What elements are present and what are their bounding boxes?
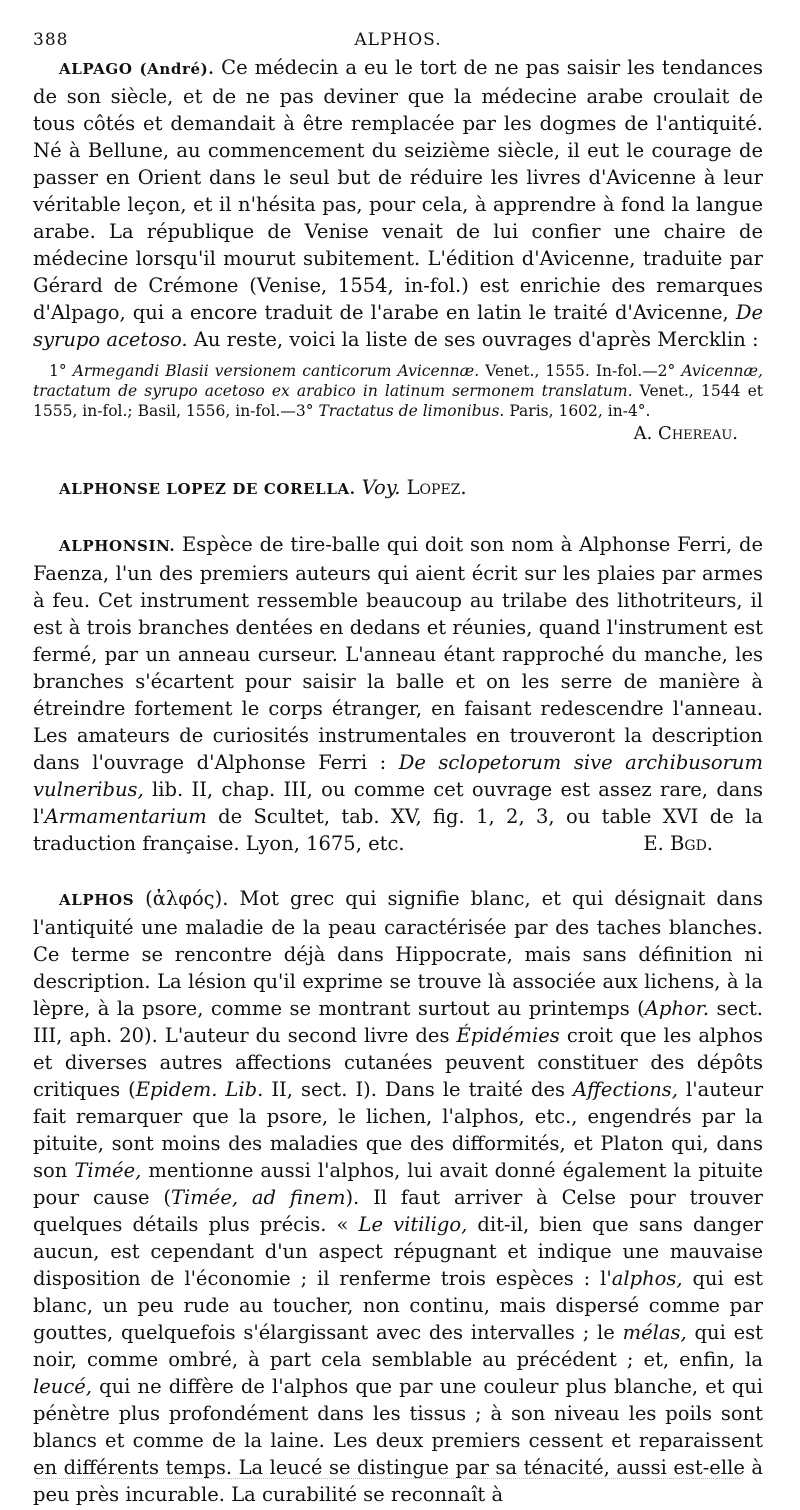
entry-text: l'auteur fait remarquer que la psore, le lichen, l'alphos, etc., engendrés par la pituite, sont moins des maladies que des difformités, et Platon qui, dans son — [33, 1078, 764, 1182]
bibliography-alpago — [33, 361, 763, 421]
bib-title: Avicennæ, tractatum de syrupo acetoso ex arabico in latinum sermonem translatum. — [33, 362, 763, 400]
work-title: Aphor. — [644, 997, 710, 1020]
bib-number: 1° — [49, 362, 67, 380]
bib-number: 3° — [295, 402, 314, 420]
signature-alpago: A. Chereau. — [633, 423, 738, 444]
headword-alpago: ALPAGO — [59, 60, 133, 78]
bib-title: Armegandi Blasii versionem canticorum Avicennæ. — [72, 362, 480, 380]
entry-text: lib. II, chap. III, ou comme cet ouvrage est assez rare, dans l' — [33, 778, 763, 828]
footer-rule — [36, 1478, 740, 1480]
headword-qualifier: (André). — [139, 60, 215, 78]
entry-text: Mot grec qui signifie blanc, et qui désignait dans l'antiquité une maladie de la peau caractérisée par des taches blanches. Ce terme se rencontre déjà dans Hippocrate, mais sans définition ni description. La lésion qu'il exprime se trouve là associée aux lichens, à la lèpre, à la psore, comme se montrant surtout au printemps ( — [33, 887, 764, 1020]
quoted-term: alphos, — [611, 1267, 683, 1290]
greek-term: (ἀλφός). — [145, 887, 229, 910]
bib-pub: Venet., 1544 et 1555, in-fol.; Basil, 1556, in-fol.— — [33, 382, 763, 420]
headword-alphonse-lopez: ALPHONSE LOPEZ DE CORELLA. — [59, 480, 356, 498]
entry-text: dit-il, bien que sans danger aucun, est cependant d'un aspect répugnant et indique une mauvaise disposition de l'économie ; il renferme trois espèces : l' — [33, 1213, 763, 1290]
entry-text: Au reste, voici la liste de ses ouvrages d'après Mercklin : — [193, 328, 759, 351]
quoted-term: leucé, — [33, 1375, 92, 1398]
work-title: Timée, ad finem — [171, 1186, 346, 1209]
work-title: Épidémies — [456, 1024, 560, 1047]
entry-text: mentionne aussi l'alphos, lui avait donné également la pituite pour cause ( — [33, 1159, 764, 1209]
running-header — [33, 30, 763, 54]
entry-text: qui ne diffère de l'alphos que par une couleur plus blanche, et qui pénètre plus profondément dans les tissus ; à son niveau les poils sont blancs et comme de la laine. Les deux premiers cessent et reparaissent en différents temps. La leucé se distingue par sa ténacité, aussi est-elle à peu près incurable. La curabilité se reconnaît à — [33, 1375, 763, 1506]
work-title: Timée, — [74, 1159, 142, 1182]
signature-alphonsin: E. Bgd. — [643, 832, 713, 855]
entry-text: qui est blanc, un peu rude au toucher, non continu, mais dispersé comme par gouttes, quelquefois s'élargissant avec des intervalles ; le — [33, 1267, 763, 1344]
entry-text: sect. III, aph. 20). L'auteur du second livre des — [33, 997, 764, 1047]
work-title: De syrupo acetoso. — [33, 301, 763, 351]
bib-pub: Venet., 1555. In-fol.— — [485, 362, 658, 380]
running-title: ALPHOS. — [354, 30, 442, 50]
bib-title: Tractatus de limonibus. — [318, 402, 505, 420]
entry-alphos — [33, 885, 763, 1508]
entry-alphonse-lopez — [33, 474, 763, 503]
bib-pub: Paris, 1602, in-4°. — [509, 402, 651, 420]
headword-alphonsin: ALPHONSIN. — [59, 537, 176, 555]
entry-text: Ce médecin a eu le tort de ne pas saisir les tendances de son siècle, et de ne pas deviner que la médecine arabe croulait de tous côtés et demandait à être remplacée par les dogmes de l'antiquité. Né à Bellune, au commencement du seizième siècle, il eut le courage de passer en Orient dans le seul but de réduire les livres d'Avicenne à leur véritable leçon, et il n'hésita pas, pour cela, à apprendre à fond la langue arabe. La république de Venise venait de lui confier une chaire de médecine lorsqu'il mourut subitement. L'édition d'Avicenne, traduite par Gérard de Crémone (Venise, 1554, in-fol.) est enrichie des remarques d'Alpago, qui a encore traduit de l'arabe en latin le traité d'Avicenne, — [33, 56, 763, 324]
entry-alpago — [33, 54, 763, 353]
quoted-term: mélas, — [622, 1321, 687, 1344]
cross-ref-link[interactable]: Lopez. — [406, 476, 467, 499]
work-title: Epidem. Lib. — [135, 1078, 264, 1101]
entry-text: ). Il faut arriver à Celse pour trouver quelques détails plus précis. « — [33, 1186, 763, 1236]
entry-text: II, sect. I). Dans le traité des — [271, 1078, 566, 1101]
work-title: Affections, — [573, 1078, 678, 1101]
entry-text: Espèce de tire-balle qui doit son nom à Alphonse Ferri, de Faenza, l'un des premiers auteurs qui aient écrit sur les plaies par armes à feu. Cet instrument ressemble beaucoup au trilabe des lithotriteurs, il est à trois branches dentées en dedans et réunies, quand l'instrument est fermé, par un anneau curseur. L'anneau étant rapproché du manche, les branches s'écartent pour saisir la balle et on les serre de manière à étreindre fortement le corps étranger, en faisant redescendre l'anneau. Les amateurs de curiosités instrumentales en trouveront la description dans l'ouvrage d'Alphonse Ferri : — [33, 533, 763, 774]
headword-alphos: ALPHOS — [59, 891, 135, 909]
page-number: 388 — [33, 30, 69, 50]
entry-text: croit que les alphos et diverses autres affections cutanées peuvent constituer des dépôts critiques ( — [33, 1024, 764, 1101]
entry-alphonsin — [33, 531, 763, 857]
quoted-term: Le vitiligo, — [358, 1213, 468, 1236]
entry-text: qui est noir, comme ombré, à part cela semblable au précédent ; et, enfin, la — [33, 1321, 763, 1371]
cross-ref-voy: Voy. — [361, 476, 401, 499]
bib-number: 2° — [657, 362, 676, 380]
work-title: De sclopetorum sive archibusorum vulneribus, — [33, 751, 763, 801]
work-title: Armamentarium — [44, 805, 207, 828]
entry-text: de Scultet, tab. XV, fig. 1, 2, 3, ou table XVI de la traduction française. Lyon, 1675, etc. — [33, 805, 763, 855]
